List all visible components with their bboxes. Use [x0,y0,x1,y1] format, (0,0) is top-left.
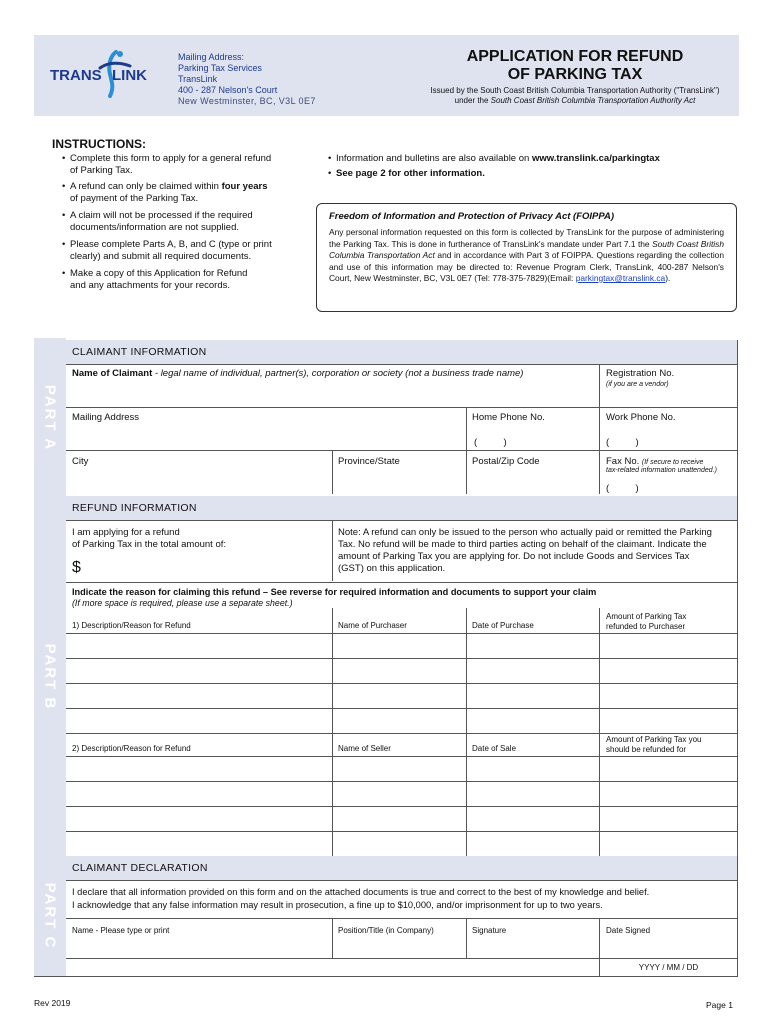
applying-label: I am applying for a refund [72,527,180,538]
table-row-line [66,733,738,734]
fax-note: (If secure to receive [641,459,704,466]
work-phone-label: Work Phone No. [606,412,676,423]
table1-col-date: Date of Purchase [472,621,534,630]
table1-col-purchaser: Name of Purchaser [338,621,407,630]
instruction-item [62,239,302,263]
instruction-line: documents/information are not supplied. [70,222,239,233]
home-phone-label: Home Phone No. [472,412,545,423]
issued-by [420,86,730,106]
bullet: • [62,181,66,192]
foippa-text-part: ). [665,273,671,283]
instruction-line [336,153,738,165]
table1-rows[interactable] [66,634,738,733]
instruction-item [62,181,302,205]
instruction-text: A refund can only be claimed within [70,181,222,192]
table2-col-description: 2) Description/Reason for Refund [72,744,191,753]
issued-pre: under the [454,96,491,105]
table1-col-description: 1) Description/Reason for Refund [72,621,191,630]
date-signed-label: Date Signed [606,926,651,935]
bullet: • [62,268,66,279]
divider [66,450,738,451]
form-title [420,48,730,84]
note-line: Note: A refund can only be issued to the person who actually paid or remitted the Parking [338,527,712,538]
parkingtax-url[interactable]: www.translink.ca/parkingtax [531,153,660,164]
title-line-2: OF PARKING TAX [507,66,643,83]
table2-col-amount: should be refunded for [606,745,687,754]
applying-label: of Parking Tax in the total amount of: [72,539,227,550]
refund-amount-field[interactable] [90,558,320,578]
foippa-text-part: Any personal information requested on this form is collected by TransLink for the purpose of administering the Parking Tax. This is done in furtherance of TransLink's mandate under Part 7.1 the [329,227,724,249]
date-signed-field[interactable] [600,938,737,958]
divider [34,976,738,977]
instruction-item [328,153,738,165]
note-line: amount of Parking Tax you are applying for. Do not include Goods and Services Tax [338,551,690,562]
reason-instruction: Indicate the reason for claiming this refund – See reverse for required information and documents to support your claim [72,587,597,597]
claimant-information-header [66,340,738,364]
note-line: Tax. No refund will be made to third parties acting on behalf of the claimant. Indicate the [338,539,707,550]
part-c-label: PART C [41,882,59,950]
declaration-line: I acknowledge that any false information may result in prosecution, a fine up to $10,000, and/or imprisonment for up to two years. [72,900,603,910]
declaration-line: I declare that all information provided on this form and on the attached documents is true and correct to the best of my knowledge and belief. [72,887,650,897]
instruction-line: and any attachments for your records. [70,280,230,291]
date-format: YYYY / MM / DD [638,963,699,972]
issued-line-2 [420,96,730,106]
foippa-box [316,203,737,312]
declarant-name-label: Name - Please type or print [72,926,170,935]
instruction-line: clearly) and submit all required documents. [70,251,252,262]
position-title-label: Position/Title (in Company) [338,926,434,935]
bullet: • [328,153,332,164]
part-c-tab [34,856,66,976]
mailing-address-label: Mailing Address [72,412,140,423]
claimant-name-field[interactable] [66,368,599,406]
declarant-name-field[interactable] [66,938,332,958]
instruction-item [62,268,302,292]
title-line-1: APPLICATION FOR REFUND [466,48,684,65]
signature-field[interactable] [467,938,599,958]
divider [66,364,738,365]
city-label: City [72,456,89,467]
registration-label: Registration No. [606,368,675,379]
translink-logo [50,48,160,98]
signature-label: Signature [472,926,507,935]
issued-line-1: Issued by the South Coast British Columbia Transportation Authority ("TransLink") [430,86,720,95]
section-title: REFUND INFORMATION [72,502,197,514]
divider [66,880,738,881]
part-b-label: PART B [41,643,59,711]
fax-label-text: Fax No. [606,456,640,467]
claimant-name-bold: Name of Claimant [72,368,153,379]
instruction-line: of Parking Tax. [70,165,133,176]
note-line: (GST) on this application. [338,563,446,574]
table1-col-amount: Amount of Parking Tax [606,612,687,621]
city-field[interactable] [66,468,332,492]
part-b-tab [34,498,66,856]
logo-text-link: LINK [112,67,147,84]
work-phone-field[interactable]: ( ) [606,437,639,448]
foippa-email-link[interactable]: parkingtax@translink.ca [575,273,666,283]
instruction-emphasis: four years [221,181,268,192]
divider [737,340,738,500]
bullet: • [62,153,66,164]
mailing-line: Parking Tax Services [178,63,262,73]
section-title: CLAIMANT DECLARATION [72,862,208,874]
table2-col-amount: Amount of Parking Tax you [606,735,702,744]
mailing-address [178,52,316,107]
bullet: • [62,210,66,221]
registration-field[interactable] [600,392,737,406]
divider [66,407,738,408]
divider [66,582,738,583]
instruction-item [328,168,738,180]
instruction-line: See page 2 for other information. [336,168,485,179]
province-field[interactable] [333,468,466,492]
logo-text-trans: TRANS [50,67,102,84]
divider [66,918,738,919]
instruction-line: A claim will not be processed if the required [70,210,253,221]
bullet: • [328,168,332,179]
issued-act: South Coast British Columbia Transportation Authority Act [490,96,696,105]
postal-code-field[interactable] [467,468,599,492]
instruction-line [70,181,302,193]
instruction-line: of payment of the Parking Tax. [70,193,199,204]
reason-note: (If more space is required, please use a separate sheet.) [72,598,293,608]
mailing-line: New Westminster, BC, V3L 0E7 [178,96,316,106]
claimant-declaration-header [66,856,738,880]
instruction-item [62,153,302,177]
instruction-item [62,210,302,234]
claimant-name-desc: - legal name of individual, partner(s), corporation or society (not a business trade name) [152,368,524,379]
foippa-act: South Coast British Columbia Transportation Act [329,238,725,260]
postal-code-label: Postal/Zip Code [472,456,540,467]
position-title-field[interactable] [333,938,466,958]
mailing-line: 400 - 287 Nelson's Court [178,85,278,95]
divider [66,958,738,959]
registration-note: (if you are a vendor) [606,381,669,388]
dollar-sign: $ [72,559,81,576]
fax-field[interactable]: ( ) [606,483,639,494]
instruction-line: Complete this form to apply for a general refund [70,153,272,164]
part-a-tab [34,338,66,498]
table2-col-date: Date of Sale [472,744,517,753]
province-label: Province/State [338,456,400,467]
foippa-text-part: and in accordance with Part 3 of FOIPPA. Questions regarding the collection and use of this information may be directed to: Revenue Program Clerk, TransLink, 400-287 Nelson's Court, New Westminster, BC, V3L 0E7 (Tel: 778-375-7829)(Email: [329,250,724,283]
mailing-address-field[interactable] [66,425,466,449]
divider [66,520,738,521]
table2-col-seller: Name of Seller [338,744,391,753]
mailing-line: Mailing Address: [178,52,245,62]
instruction-text: Information and bulletins are also available on [336,153,532,164]
instruction-line: Please complete Parts A, B, and C (type or print [70,239,272,250]
bullet: • [62,239,66,250]
table1-col-amount: refunded to Purchaser [606,622,686,631]
fax-note: tax-related information unattended.) [606,467,717,474]
page-number: Page 1 [706,1000,733,1010]
section-title: CLAIMANT INFORMATION [72,346,207,358]
translink-logo-icon [50,48,160,98]
refund-information-header [66,496,738,520]
refund-note [338,527,712,575]
divider [332,520,333,581]
revision-label: Rev 2019 [34,998,71,1008]
foippa-heading: Freedom of Information and Protection of Privacy Act (FOIPPA) [329,211,615,222]
table2-rows[interactable] [66,757,738,855]
home-phone-field[interactable]: ( ) [474,437,507,448]
mailing-line: TransLink [178,74,218,84]
part-a-label: PART A [41,384,59,452]
instructions-heading: INSTRUCTIONS: [52,137,146,151]
instruction-line: Make a copy of this Application for Refund [70,268,248,279]
foippa-text [329,227,724,285]
